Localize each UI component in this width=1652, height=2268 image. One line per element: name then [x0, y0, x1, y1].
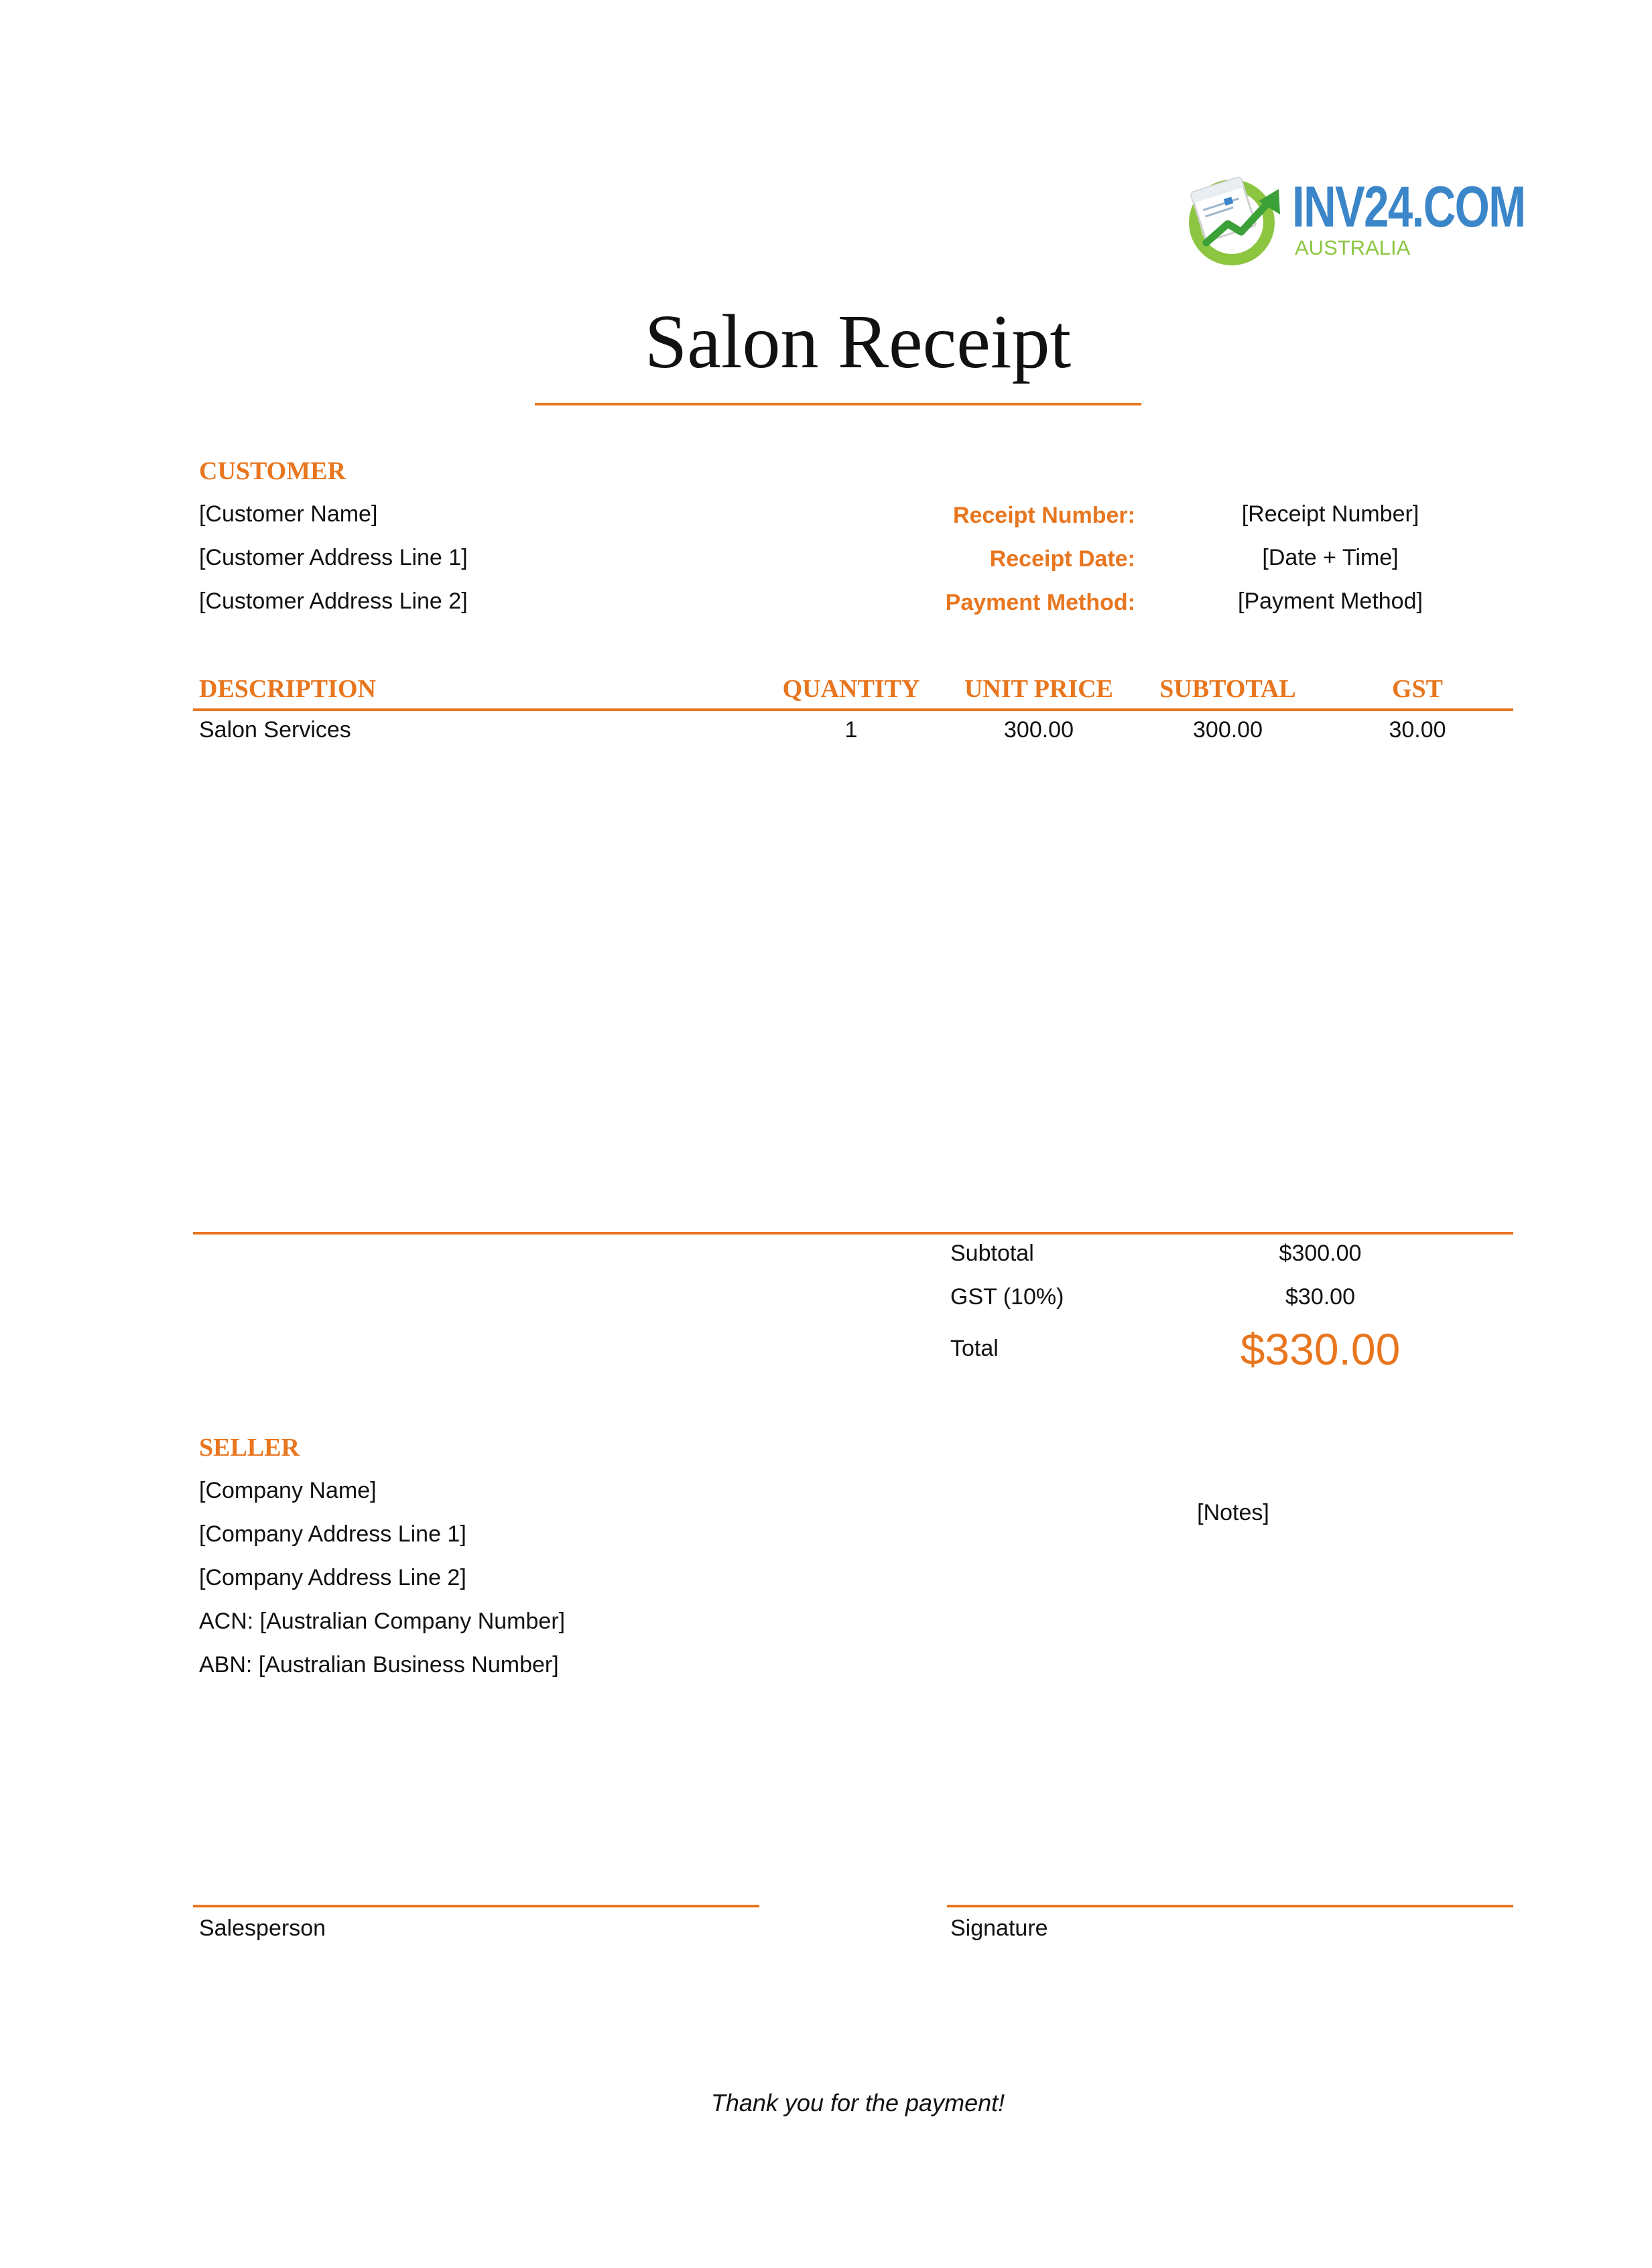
signature-label: Signature — [950, 1915, 1048, 1941]
row-quantity: 1 — [844, 717, 858, 743]
brand-region: AUSTRALIA — [1295, 236, 1411, 259]
receipt-date-label: Receipt Date: — [989, 546, 1135, 572]
payment-method-value: [Payment Method] — [1238, 588, 1423, 614]
table-header-rule — [193, 708, 1513, 711]
gst-label: GST (10%) — [950, 1284, 1064, 1310]
seller-label: SELLER — [199, 1434, 300, 1462]
signature-line — [947, 1905, 1513, 1907]
totals-rule — [193, 1232, 1513, 1235]
brand-name: INV24.COM — [1292, 175, 1525, 239]
notes: [Notes] — [1197, 1500, 1269, 1525]
column-header-gst: GST — [1391, 675, 1444, 703]
total-value: $330.00 — [1240, 1324, 1401, 1374]
customer-address-line-2: [Customer Address Line 2] — [199, 588, 468, 614]
salesperson-line — [193, 1905, 759, 1907]
seller-address-line-2: [Company Address Line 2] — [199, 1565, 466, 1590]
receipt-number-value: [Receipt Number] — [1241, 501, 1419, 527]
customer-name: [Customer Name] — [199, 501, 378, 527]
seller-company-name: [Company Name] — [199, 1478, 377, 1503]
seller-abn: ABN: [Australian Business Number] — [199, 1652, 559, 1678]
receipt-date-value: [Date + Time] — [1262, 545, 1399, 570]
row-subtotal: 300.00 — [1193, 717, 1263, 743]
column-header-subtotal: SUBTOTAL — [1159, 675, 1296, 703]
salesperson-label: Salesperson — [199, 1915, 326, 1941]
receipt-number-label: Receipt Number: — [952, 503, 1135, 528]
page-title: Salon Receipt — [644, 299, 1072, 384]
subtotal-value: $300.00 — [1279, 1241, 1362, 1266]
column-header-description: DESCRIPTION — [199, 675, 376, 703]
row-unit-price: 300.00 — [1004, 717, 1074, 743]
row-description: Salon Services — [199, 717, 351, 743]
seller-address-line-1: [Company Address Line 1] — [199, 1521, 466, 1547]
thank-you-note: Thank you for the payment! — [710, 2089, 1005, 2117]
column-header-quantity: QUANTITY — [782, 675, 920, 703]
subtotal-label: Subtotal — [950, 1241, 1034, 1266]
column-header-unit-price: UNIT PRICE — [964, 675, 1114, 703]
payment-method-label: Payment Method: — [945, 590, 1135, 615]
customer-address-line-1: [Customer Address Line 1] — [199, 545, 468, 570]
total-label: Total — [950, 1336, 999, 1361]
brand-logo — [1180, 168, 1525, 268]
row-gst: 30.00 — [1389, 717, 1446, 743]
receipt-chart-icon — [1180, 168, 1293, 268]
seller-acn: ACN: [Australian Company Number] — [199, 1609, 566, 1634]
title-underline — [535, 403, 1141, 405]
customer-label: CUSTOMER — [199, 457, 346, 485]
gst-value: $30.00 — [1285, 1284, 1355, 1310]
